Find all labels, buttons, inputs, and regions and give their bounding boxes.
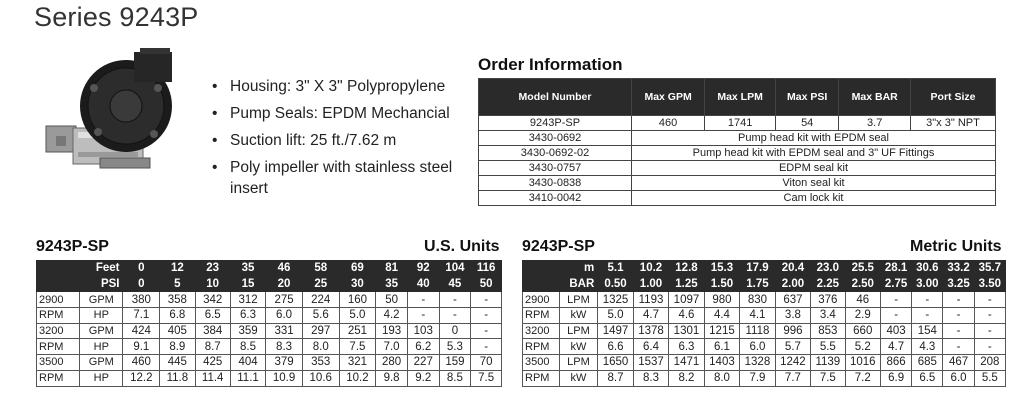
header-cell: 25 bbox=[302, 276, 339, 292]
value-cell: 1301 bbox=[669, 323, 704, 339]
metric-table-model: 9243P-SP bbox=[522, 238, 595, 255]
table-row bbox=[37, 370, 502, 386]
value-cell: - bbox=[912, 308, 943, 324]
value-cell: 8.5 bbox=[439, 370, 471, 386]
header-cell: 12 bbox=[160, 261, 195, 277]
table-row bbox=[523, 339, 1006, 355]
rpm-cell: 3500 bbox=[37, 355, 80, 371]
value-cell: 50 bbox=[376, 292, 408, 308]
header-cell: 17.9 bbox=[740, 261, 775, 277]
header-cell: 92 bbox=[407, 261, 439, 277]
rpm-cell: 2900 bbox=[37, 292, 80, 308]
value-cell: 4.1 bbox=[740, 308, 775, 324]
value-cell: 1139 bbox=[811, 355, 845, 371]
header-cell: 69 bbox=[339, 261, 376, 277]
header-cell: 20.4 bbox=[775, 261, 810, 277]
feature-item: • Pump Seals: EPDM Mechancial bbox=[212, 103, 462, 124]
header-cell: 2.75 bbox=[881, 276, 912, 292]
part-number: 3430-0692-02 bbox=[479, 146, 632, 161]
rpm-cell: 3200 bbox=[37, 323, 80, 339]
header-cell: 1.00 bbox=[633, 276, 668, 292]
value-cell: 685 bbox=[912, 355, 943, 371]
value-cell: 342 bbox=[195, 292, 230, 308]
unit-cell: kW bbox=[559, 370, 598, 386]
header-cell: 12.8 bbox=[669, 261, 704, 277]
order-header: Max BAR bbox=[839, 79, 911, 116]
order-header: Max LPM bbox=[705, 79, 776, 116]
value-cell: 1378 bbox=[633, 323, 668, 339]
table-row bbox=[479, 146, 996, 161]
value-cell: 5.7 bbox=[775, 339, 810, 355]
value-cell: 4.7 bbox=[881, 339, 912, 355]
order-header: Port Size bbox=[911, 79, 996, 116]
order-cell: 9243P-SP bbox=[479, 116, 632, 131]
value-cell: 224 bbox=[302, 292, 339, 308]
rpm-cell: 3200 bbox=[523, 323, 560, 339]
us-units-label: U.S. Units bbox=[424, 238, 500, 255]
value-cell: 280 bbox=[376, 355, 408, 371]
rpm-cell: RPM bbox=[523, 370, 560, 386]
rpm-cell: RPM bbox=[37, 339, 80, 355]
value-cell: - bbox=[407, 308, 439, 324]
value-cell: 3.4 bbox=[811, 308, 845, 324]
value-cell: - bbox=[471, 323, 502, 339]
value-cell: - bbox=[439, 292, 471, 308]
value-cell: 404 bbox=[230, 355, 265, 371]
value-cell: 6.3 bbox=[230, 308, 265, 324]
header-corner bbox=[523, 261, 560, 277]
header-cell: 3.25 bbox=[943, 276, 974, 292]
header-cell: 104 bbox=[439, 261, 471, 277]
value-cell: 379 bbox=[266, 355, 303, 371]
header-cell: 1.50 bbox=[704, 276, 739, 292]
value-cell: 6.5 bbox=[912, 370, 943, 386]
value-cell: 853 bbox=[811, 323, 845, 339]
header-row bbox=[523, 261, 1006, 277]
value-cell: 467 bbox=[943, 355, 974, 371]
value-cell: 9.8 bbox=[376, 370, 408, 386]
value-cell: - bbox=[439, 308, 471, 324]
header-cell: 15 bbox=[230, 276, 265, 292]
value-cell: 312 bbox=[230, 292, 265, 308]
value-cell: - bbox=[881, 292, 912, 308]
unit-cell: LPM bbox=[559, 323, 598, 339]
feature-item: • Suction lift: 25 ft./7.62 m bbox=[212, 130, 462, 151]
value-cell: 159 bbox=[439, 355, 471, 371]
header-corner bbox=[523, 276, 560, 292]
table-row bbox=[37, 308, 502, 324]
value-cell: 9.2 bbox=[407, 370, 439, 386]
value-cell: 5.5 bbox=[974, 370, 1005, 386]
table-row bbox=[523, 292, 1006, 308]
value-cell: 11.4 bbox=[195, 370, 230, 386]
value-cell: - bbox=[974, 292, 1005, 308]
value-cell: - bbox=[471, 292, 502, 308]
header-row bbox=[37, 261, 502, 277]
unit-cell: kW bbox=[559, 308, 598, 324]
table-row bbox=[479, 116, 996, 131]
header-cell: 40 bbox=[407, 276, 439, 292]
header-cell: 45 bbox=[439, 276, 471, 292]
value-cell: 1193 bbox=[633, 292, 668, 308]
unit-cell: kW bbox=[559, 339, 598, 355]
value-cell: 1403 bbox=[704, 355, 739, 371]
header-row bbox=[37, 276, 502, 292]
unit-cell: HP bbox=[80, 308, 123, 324]
header-cell: 23 bbox=[195, 261, 230, 277]
value-cell: 10.9 bbox=[266, 370, 303, 386]
unit-cell: HP bbox=[80, 339, 123, 355]
header-cell: 25.5 bbox=[845, 261, 880, 277]
table-row bbox=[523, 370, 1006, 386]
value-cell: - bbox=[912, 292, 943, 308]
value-cell: 11.8 bbox=[160, 370, 195, 386]
order-cell: 3"x 3" NPT bbox=[911, 116, 996, 131]
value-cell: 424 bbox=[123, 323, 160, 339]
value-cell: 376 bbox=[811, 292, 845, 308]
order-cell: 3.7 bbox=[839, 116, 911, 131]
value-cell: 6.3 bbox=[669, 339, 704, 355]
value-cell: 103 bbox=[407, 323, 439, 339]
order-info-table bbox=[478, 78, 996, 206]
header-unit-label: BAR bbox=[559, 276, 598, 292]
header-cell: 15.3 bbox=[704, 261, 739, 277]
value-cell: - bbox=[471, 308, 502, 324]
header-cell: 1.25 bbox=[669, 276, 704, 292]
header-cell: 5.1 bbox=[598, 261, 633, 277]
header-unit-label: Feet bbox=[80, 261, 123, 277]
value-cell: 1118 bbox=[740, 323, 775, 339]
order-header: Max GPM bbox=[632, 79, 705, 116]
header-cell: 0 bbox=[123, 276, 160, 292]
value-cell: 2.9 bbox=[845, 308, 880, 324]
value-cell: 6.4 bbox=[633, 339, 668, 355]
value-cell: 3.8 bbox=[775, 308, 810, 324]
value-cell: 5.2 bbox=[845, 339, 880, 355]
value-cell: 10.2 bbox=[339, 370, 376, 386]
value-cell: 5.3 bbox=[439, 339, 471, 355]
feature-item: • Poly impeller with stainless steel insert bbox=[212, 157, 462, 199]
rpm-cell: 3500 bbox=[523, 355, 560, 371]
header-row bbox=[523, 276, 1006, 292]
header-cell: 30.6 bbox=[912, 261, 943, 277]
value-cell: - bbox=[974, 308, 1005, 324]
header-cell: 0 bbox=[123, 261, 160, 277]
table-row bbox=[479, 191, 996, 206]
header-cell: 23.0 bbox=[811, 261, 845, 277]
header-cell: 116 bbox=[471, 261, 502, 277]
value-cell: 7.5 bbox=[471, 370, 502, 386]
part-description: Cam lock kit bbox=[632, 191, 996, 206]
value-cell: 8.0 bbox=[302, 339, 339, 355]
value-cell: 7.7 bbox=[775, 370, 810, 386]
value-cell: 660 bbox=[845, 323, 880, 339]
header-cell: 3.50 bbox=[974, 276, 1005, 292]
header-cell: 1.75 bbox=[740, 276, 775, 292]
value-cell: 251 bbox=[339, 323, 376, 339]
header-cell: 20 bbox=[266, 276, 303, 292]
metric-performance-table bbox=[522, 260, 1006, 387]
value-cell: - bbox=[407, 292, 439, 308]
value-cell: 12.2 bbox=[123, 370, 160, 386]
header-cell: 10 bbox=[195, 276, 230, 292]
header-cell: 0.50 bbox=[598, 276, 633, 292]
part-number: 3430-0838 bbox=[479, 176, 632, 191]
value-cell: 4.4 bbox=[704, 308, 739, 324]
value-cell: 1325 bbox=[598, 292, 633, 308]
value-cell: 6.0 bbox=[266, 308, 303, 324]
header-cell: 30 bbox=[339, 276, 376, 292]
unit-cell: GPM bbox=[80, 292, 123, 308]
value-cell: - bbox=[881, 308, 912, 324]
value-cell: 8.3 bbox=[633, 370, 668, 386]
value-cell: 8.9 bbox=[160, 339, 195, 355]
value-cell: 1537 bbox=[633, 355, 668, 371]
header-cell: 5 bbox=[160, 276, 195, 292]
part-description: Viton seal kit bbox=[632, 176, 996, 191]
table-row bbox=[37, 292, 502, 308]
table-row bbox=[523, 355, 1006, 371]
value-cell: 297 bbox=[302, 323, 339, 339]
value-cell: 6.6 bbox=[598, 339, 633, 355]
value-cell: 1471 bbox=[669, 355, 704, 371]
rpm-cell: RPM bbox=[523, 339, 560, 355]
value-cell: 227 bbox=[407, 355, 439, 371]
value-cell: 460 bbox=[123, 355, 160, 371]
value-cell: - bbox=[471, 339, 502, 355]
value-cell: 445 bbox=[160, 355, 195, 371]
table-row bbox=[37, 339, 502, 355]
value-cell: 8.2 bbox=[669, 370, 704, 386]
header-cell: 81 bbox=[376, 261, 408, 277]
value-cell: 866 bbox=[881, 355, 912, 371]
table-row bbox=[37, 323, 502, 339]
value-cell: 4.3 bbox=[912, 339, 943, 355]
value-cell: 380 bbox=[123, 292, 160, 308]
value-cell: 405 bbox=[160, 323, 195, 339]
feature-item: • Housing: 3" X 3" Polypropylene bbox=[212, 76, 462, 97]
value-cell: 7.5 bbox=[339, 339, 376, 355]
value-cell: 7.1 bbox=[123, 308, 160, 324]
rpm-cell: RPM bbox=[37, 370, 80, 386]
header-unit-label: PSI bbox=[80, 276, 123, 292]
part-description: Pump head kit with EPDM seal and 3" UF Fittings bbox=[632, 146, 996, 161]
unit-cell: GPM bbox=[80, 323, 123, 339]
value-cell: 8.7 bbox=[195, 339, 230, 355]
value-cell: 8.7 bbox=[598, 370, 633, 386]
value-cell: 6.5 bbox=[195, 308, 230, 324]
value-cell: 425 bbox=[195, 355, 230, 371]
header-cell: 28.1 bbox=[881, 261, 912, 277]
header-cell: 58 bbox=[302, 261, 339, 277]
value-cell: 8.5 bbox=[230, 339, 265, 355]
unit-cell: LPM bbox=[559, 292, 598, 308]
value-cell: 1650 bbox=[598, 355, 633, 371]
order-header: Max PSI bbox=[775, 79, 838, 116]
value-cell: 353 bbox=[302, 355, 339, 371]
value-cell: 6.0 bbox=[943, 370, 974, 386]
value-cell: 46 bbox=[845, 292, 880, 308]
us-table-model: 9243P-SP bbox=[36, 238, 109, 255]
metric-units-label: Metric Units bbox=[910, 238, 1002, 255]
header-cell: 2.50 bbox=[845, 276, 880, 292]
header-cell: 35 bbox=[230, 261, 265, 277]
value-cell: 7.9 bbox=[740, 370, 775, 386]
value-cell: 9.1 bbox=[123, 339, 160, 355]
value-cell: 6.1 bbox=[704, 339, 739, 355]
value-cell: 208 bbox=[974, 355, 1005, 371]
unit-cell: HP bbox=[80, 370, 123, 386]
header-cell: 50 bbox=[471, 276, 502, 292]
header-cell: 10.2 bbox=[633, 261, 668, 277]
value-cell: 5.0 bbox=[339, 308, 376, 324]
value-cell: 7.5 bbox=[811, 370, 845, 386]
value-cell: 403 bbox=[881, 323, 912, 339]
value-cell: 6.9 bbox=[881, 370, 912, 386]
value-cell: 160 bbox=[339, 292, 376, 308]
part-description: Pump head kit with EPDM seal bbox=[632, 131, 996, 146]
value-cell: 1497 bbox=[598, 323, 633, 339]
value-cell: 10.6 bbox=[302, 370, 339, 386]
rpm-cell: RPM bbox=[37, 308, 80, 324]
value-cell: 637 bbox=[775, 292, 810, 308]
value-cell: 321 bbox=[339, 355, 376, 371]
value-cell: - bbox=[943, 339, 974, 355]
table-row bbox=[479, 161, 996, 176]
value-cell: 980 bbox=[704, 292, 739, 308]
order-cell: 1741 bbox=[705, 116, 776, 131]
value-cell: 6.2 bbox=[407, 339, 439, 355]
rpm-cell: 2900 bbox=[523, 292, 560, 308]
value-cell: 6.0 bbox=[740, 339, 775, 355]
value-cell: 0 bbox=[439, 323, 471, 339]
value-cell: 4.7 bbox=[633, 308, 668, 324]
value-cell: - bbox=[943, 323, 974, 339]
part-number: 3430-0692 bbox=[479, 131, 632, 146]
value-cell: 8.0 bbox=[704, 370, 739, 386]
value-cell: 4.2 bbox=[376, 308, 408, 324]
value-cell: 11.1 bbox=[230, 370, 265, 386]
value-cell: 5.0 bbox=[598, 308, 633, 324]
header-unit-label: m bbox=[559, 261, 598, 277]
header-cell: 3.00 bbox=[912, 276, 943, 292]
header-cell: 46 bbox=[266, 261, 303, 277]
value-cell: 154 bbox=[912, 323, 943, 339]
value-cell: 358 bbox=[160, 292, 195, 308]
table-row bbox=[479, 176, 996, 191]
value-cell: 1328 bbox=[740, 355, 775, 371]
table-row bbox=[523, 308, 1006, 324]
value-cell: 996 bbox=[775, 323, 810, 339]
header-cell: 35 bbox=[376, 276, 408, 292]
value-cell: 1016 bbox=[845, 355, 880, 371]
value-cell: 275 bbox=[266, 292, 303, 308]
value-cell: - bbox=[974, 339, 1005, 355]
value-cell: - bbox=[943, 308, 974, 324]
value-cell: 193 bbox=[376, 323, 408, 339]
order-header: Model Number bbox=[479, 79, 632, 116]
header-cell: 33.2 bbox=[943, 261, 974, 277]
value-cell: - bbox=[974, 323, 1005, 339]
table-row bbox=[479, 131, 996, 146]
part-number: 3430-0757 bbox=[479, 161, 632, 176]
value-cell: 6.8 bbox=[160, 308, 195, 324]
pump-image bbox=[38, 48, 188, 178]
order-cell: 54 bbox=[775, 116, 838, 131]
value-cell: 1242 bbox=[775, 355, 810, 371]
value-cell: 70 bbox=[471, 355, 502, 371]
page-title: Series 9243P bbox=[34, 2, 199, 32]
table-row bbox=[37, 355, 502, 371]
unit-cell: GPM bbox=[80, 355, 123, 371]
header-cell: 2.25 bbox=[811, 276, 845, 292]
header-cell: 2.00 bbox=[775, 276, 810, 292]
value-cell: 331 bbox=[266, 323, 303, 339]
us-performance-table bbox=[36, 260, 502, 387]
value-cell: 830 bbox=[740, 292, 775, 308]
part-description: EDPM seal kit bbox=[632, 161, 996, 176]
order-cell: 460 bbox=[632, 116, 705, 131]
part-number: 3410-0042 bbox=[479, 191, 632, 206]
header-corner bbox=[37, 276, 80, 292]
value-cell: 8.3 bbox=[266, 339, 303, 355]
value-cell: 1097 bbox=[669, 292, 704, 308]
rpm-cell: RPM bbox=[523, 308, 560, 324]
value-cell: - bbox=[943, 292, 974, 308]
value-cell: 1215 bbox=[704, 323, 739, 339]
header-cell: 35.7 bbox=[974, 261, 1005, 277]
value-cell: 359 bbox=[230, 323, 265, 339]
feature-list bbox=[212, 76, 462, 205]
value-cell: 384 bbox=[195, 323, 230, 339]
value-cell: 5.5 bbox=[811, 339, 845, 355]
value-cell: 7.2 bbox=[845, 370, 880, 386]
value-cell: 7.0 bbox=[376, 339, 408, 355]
value-cell: 5.6 bbox=[302, 308, 339, 324]
header-corner bbox=[37, 261, 80, 277]
order-info-title: Order Information bbox=[478, 55, 623, 74]
unit-cell: LPM bbox=[559, 355, 598, 371]
table-row bbox=[523, 323, 1006, 339]
value-cell: 4.6 bbox=[669, 308, 704, 324]
